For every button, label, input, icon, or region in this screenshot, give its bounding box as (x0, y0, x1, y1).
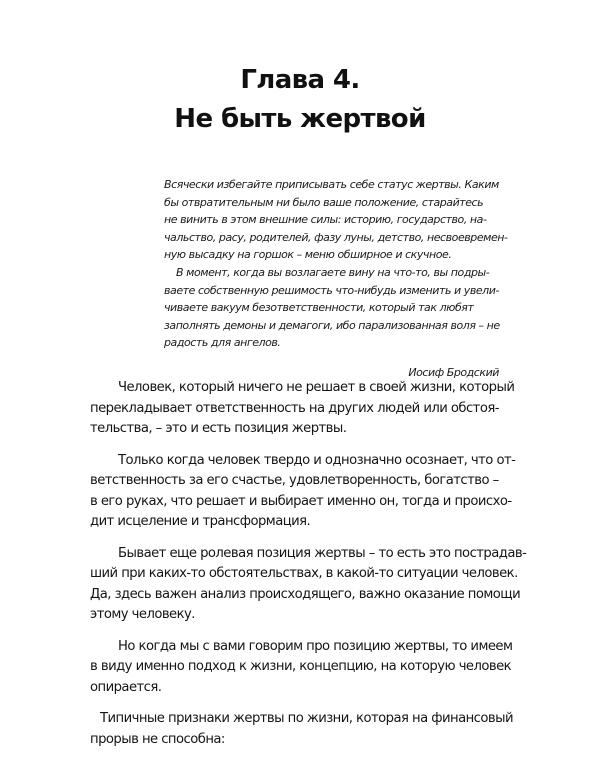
chapter-number: Глава 4. (240, 65, 360, 95)
text-line: в виду именно подход к жизни, концепцию, на которую человек (90, 659, 512, 674)
epigraph-line: не винить в этом внешние силы: историю, государство, на- (164, 213, 487, 227)
text-line: Бывает еще ролевая позиция жертвы – то есть это пострадав- (118, 545, 527, 561)
text-line: Но когда мы с вами говорим про позицию жертвы, то имеем (118, 638, 513, 654)
text-line: опирается. (90, 679, 162, 695)
epigraph-line: чиваете вакуум безответственности, который так любят (164, 301, 474, 315)
text-line: Типичные признаки жертвы по жизни, которая на финансовый (100, 711, 514, 726)
text-line: тельства, – это и есть позиция жертвы. (90, 421, 347, 436)
text-line: ветственность за его счастье, удовлетворенность, богатство – (90, 473, 499, 488)
paragraph (90, 637, 513, 699)
epigraph-line: Всячески избегайте приписывать себе статус жертвы. Каким (164, 178, 499, 191)
paragraph (90, 544, 527, 626)
body-text (90, 378, 527, 761)
text-line: ший при каких-то обстоятельствах, в какой-то ситуации человек. (90, 566, 518, 581)
text-line: Человек, который ничего не решает в своей жизни, который (118, 380, 515, 395)
epigraph-line: заполнять демоны и демагоги, ибо парализованная воля – не (164, 318, 500, 332)
epigraph-line: ную высадку на горшок – меню обширное и скучное. (164, 248, 452, 262)
paragraph (90, 709, 514, 750)
text-line: в его руках, что решает и выбирает именно он, тогда и происхо- (90, 493, 512, 509)
epigraph-line: ваете собственную решимость что-нибудь изменить и увели- (164, 283, 499, 297)
paragraph (90, 451, 516, 533)
text-line: Только когда человек твердо и однозначно осознает, что от- (118, 452, 516, 468)
text-line: прорыв не способна: (90, 731, 225, 747)
epigraph-line: В момент, когда вы возлагаете вину на что-то, вы подры- (176, 265, 490, 279)
epigraph-line: бы отвратительным ни было ваше положение, старайтесь (164, 195, 484, 209)
text-line: этому человеку. (90, 607, 195, 622)
epigraph-line: чальство, расу, родителей, фазу луны, детство, несвоевремен- (164, 230, 508, 244)
chapter-title: Не быть жертвой (174, 104, 426, 134)
text-line: дит исцеление и трансформация. (90, 514, 311, 529)
epigraph (164, 176, 508, 382)
epigraph-line: радость для ангелов. (164, 336, 281, 350)
epigraph-author: Иосиф Бродский (408, 365, 499, 379)
text-line: перекладывает ответственность на других людей или обстоя- (90, 400, 499, 416)
text-line: Да, здесь важен анализ происходящего, важно оказание помощи (90, 586, 521, 602)
paragraph (90, 378, 515, 440)
